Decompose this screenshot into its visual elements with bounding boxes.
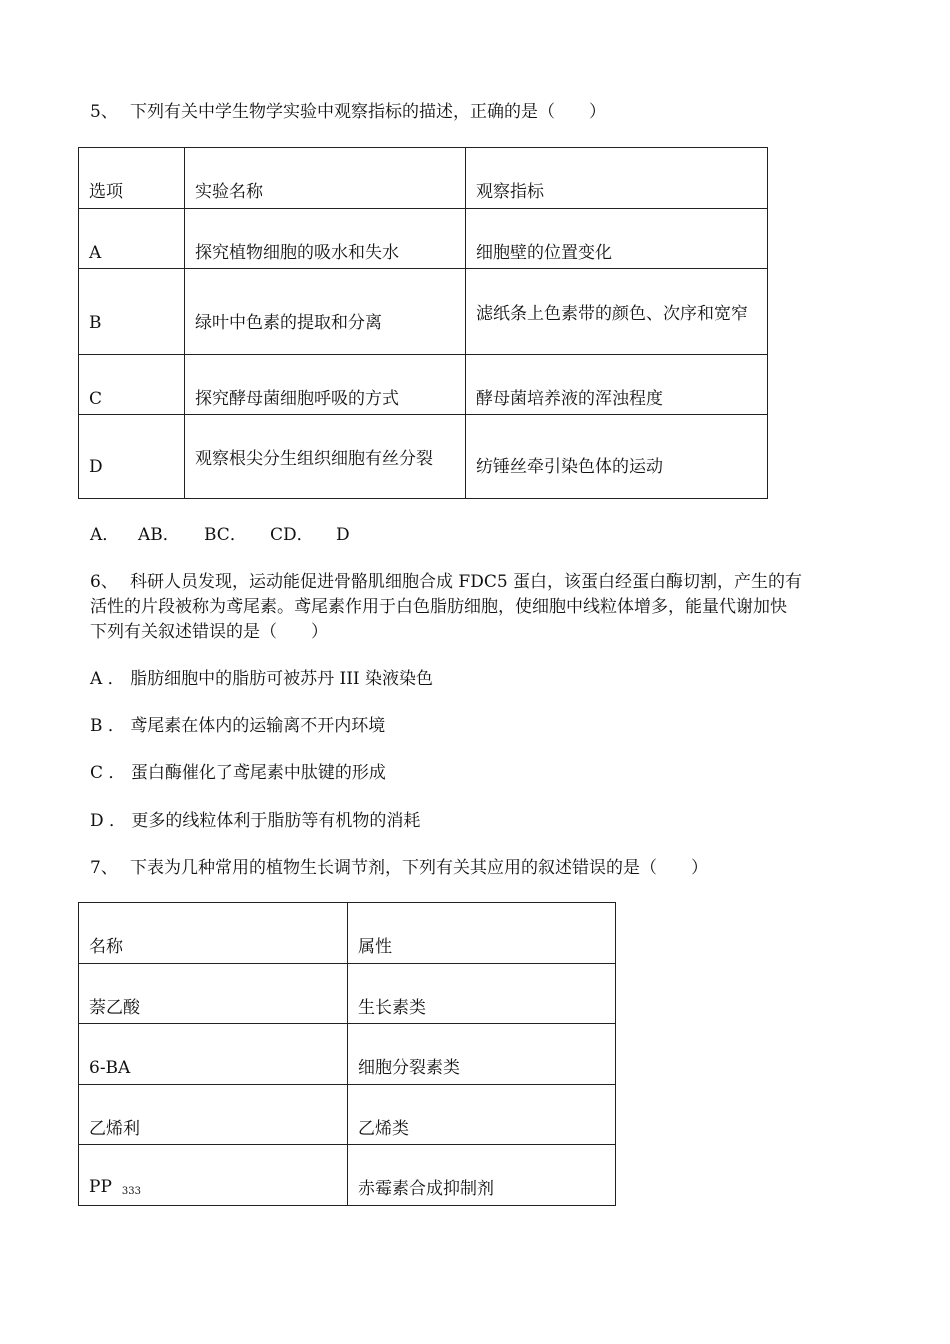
- q5-answer-options: [90, 523, 350, 547]
- q6-option-a[interactable]: A ． 脂肪细胞中的脂肪可被苏丹 III 染液染色: [90, 669, 434, 689]
- table-cell: 绿叶中色素的提取和分离: [185, 269, 466, 355]
- answer-option[interactable]: CD．: [270, 525, 314, 545]
- table-row: [79, 269, 768, 355]
- table-row: [79, 964, 616, 1024]
- table-header-row: [79, 148, 768, 209]
- q6-stem-line-2: 活性的片段被称为鸢尾素。鸢尾素作用于白色脂肪细胞，使细胞中线粒体增多，能量代谢加快: [90, 597, 787, 617]
- table-cell: 乙烯类: [348, 1085, 616, 1145]
- table-cell: 细胞壁的位置变化: [466, 209, 768, 269]
- q7-stem-text: 下表为几种常用的植物生长调节剂，下列有关其应用的叙述错误的是（ ）: [130, 858, 708, 878]
- table-cell: 6-BA: [79, 1024, 348, 1085]
- table-row: [79, 1145, 616, 1206]
- q7-stem: [90, 856, 708, 880]
- table-header-row: [79, 903, 616, 964]
- table-cell: D: [79, 415, 185, 499]
- table-cell: 探究酵母菌细胞呼吸的方式: [185, 355, 466, 415]
- q6-number: 6、: [90, 572, 118, 592]
- table-row: [79, 415, 768, 499]
- table-cell: C: [79, 355, 185, 415]
- table-cell: 生长素类: [348, 964, 616, 1024]
- table-header-cell: 实验名称: [185, 148, 466, 209]
- answer-option[interactable]: D: [336, 525, 350, 545]
- q5-stem: [90, 100, 606, 124]
- table-cell: 观察根尖分生组织细胞有丝分裂: [185, 415, 466, 499]
- table-cell: 乙烯利: [79, 1085, 348, 1145]
- table-row: [79, 355, 768, 415]
- table-cell: B: [79, 269, 185, 355]
- table-cell: 萘乙酸: [79, 964, 348, 1024]
- table-row: [79, 1024, 616, 1085]
- q7-number: 7、: [90, 858, 118, 878]
- table-cell: 细胞分裂素类: [348, 1024, 616, 1085]
- q6-option-d[interactable]: D ． 更多的线粒体利于脂肪等有机物的消耗: [90, 811, 421, 831]
- q6-stem-line-3: 下列有关叙述错误的是（ ）: [90, 622, 328, 642]
- table-header-cell: 名称: [79, 903, 348, 964]
- answer-option[interactable]: A．: [90, 525, 120, 545]
- table-cell: A: [79, 209, 185, 269]
- table-header-cell: 选项: [79, 148, 185, 209]
- q6-option-c[interactable]: C ． 蛋白酶催化了鸢尾素中肽键的形成: [90, 763, 386, 783]
- table-row: [79, 209, 768, 269]
- table-header-cell: 属性: [348, 903, 616, 964]
- q6-stem-text: 科研人员发现，运动能促进骨骼肌细胞合成 FDC5 蛋白，该蛋白经蛋白酶切割，产生的有: [130, 572, 803, 592]
- q6-stem-line-1: [90, 570, 802, 594]
- table-cell: 纺锤丝牵引染色体的运动: [466, 415, 768, 499]
- pp-name: PP: [89, 1176, 112, 1197]
- q7-table: [78, 902, 616, 1206]
- table-cell: 酵母菌培养液的浑浊程度: [466, 355, 768, 415]
- q6-option-b[interactable]: B ． 鸢尾素在体内的运输离不开内环境: [90, 716, 386, 736]
- pp-subscript: 333: [121, 1185, 141, 1197]
- table-row: [79, 1085, 616, 1145]
- q5-number: 5、: [90, 102, 118, 122]
- answer-option[interactable]: BC．: [204, 525, 247, 545]
- table-header-cell: 观察指标: [466, 148, 768, 209]
- q5-table: [78, 147, 768, 499]
- table-cell: 滤纸条上色素带的颜色、次序和宽窄: [466, 269, 768, 355]
- table-cell: 赤霉素合成抑制剂: [348, 1145, 616, 1206]
- table-cell: 探究植物细胞的吸水和失水: [185, 209, 466, 269]
- answer-option[interactable]: AB．: [138, 525, 180, 545]
- table-cell: [79, 1145, 348, 1206]
- q5-stem-text: 下列有关中学生物学实验中观察指标的描述，正确的是（ ）: [130, 102, 606, 122]
